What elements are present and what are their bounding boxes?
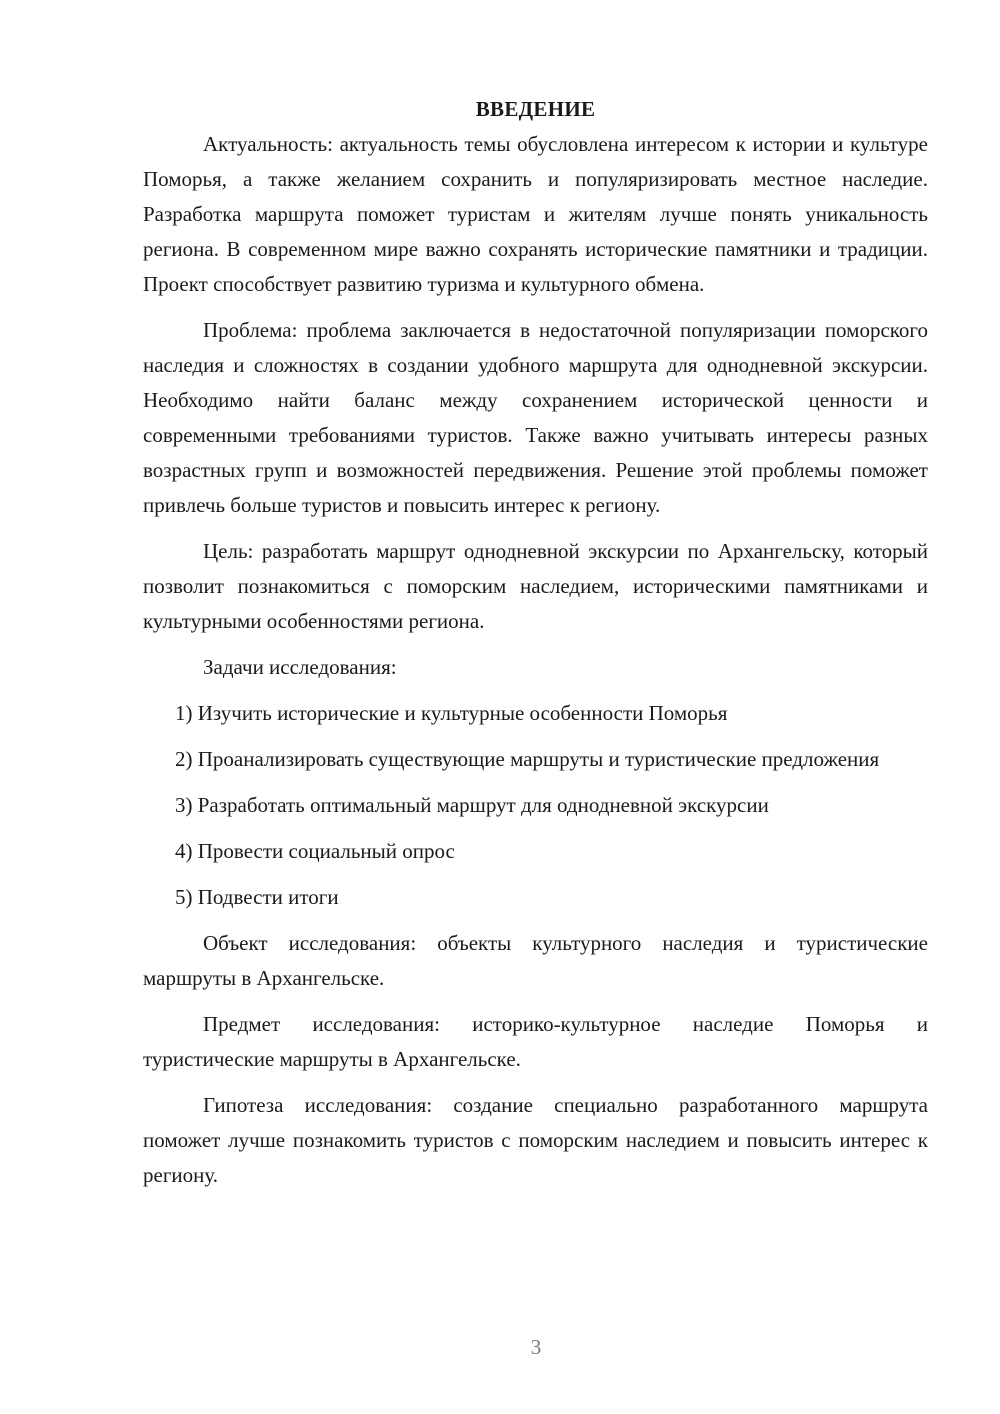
paragraph-spacer bbox=[143, 915, 928, 926]
paragraph-spacer bbox=[143, 1077, 928, 1088]
task-item-3: 3) Разработать оптимальный маршрут для однодневной экскурсии bbox=[175, 793, 769, 817]
goal-paragraph: Цель: разработать маршрут однодневной экскурсии по Архангельску, который позволит познакомиться с поморским наследием, историческими памятниками и культурными особенностями региона. bbox=[143, 539, 928, 633]
task-item-5: 5) Подвести итоги bbox=[175, 885, 339, 909]
paragraph-spacer bbox=[143, 996, 928, 1007]
paragraph-spacer bbox=[143, 869, 928, 880]
page-title: ВВЕДЕНИЕ bbox=[475, 97, 596, 121]
paragraph-spacer bbox=[143, 302, 928, 313]
paragraph-spacer bbox=[143, 777, 928, 788]
paragraph-spacer bbox=[143, 685, 928, 696]
task-item-2: 2) Проанализировать существующие маршруты и туристические предложения bbox=[175, 747, 880, 771]
subject-paragraph: Предмет исследования: историко-культурное наследие Поморья и туристические маршруты в Архангельске. bbox=[143, 1012, 928, 1071]
task-item-4: 4) Провести социальный опрос bbox=[175, 839, 455, 863]
paragraph-spacer bbox=[143, 731, 928, 742]
task-item-1: 1) Изучить исторические и культурные особенности Поморья bbox=[175, 701, 728, 725]
hypothesis-paragraph: Гипотеза исследования: создание специально разработанного маршрута поможет лучше познакомить туристов с поморским наследием и повысить интерес к региону. bbox=[143, 1093, 928, 1187]
relevance-paragraph: Актуальность: актуальность темы обусловлена интересом к истории и культуре Поморья, а также желанием сохранить и популяризировать местное наследие. Разработка маршрута поможет туристам и жителям лучше понять уникальность региона. В современном мире важно сохранять исторические памятники и традиции. Проект способствует развитию туризма и культурного обмена. bbox=[143, 132, 928, 296]
document-page bbox=[143, 92, 928, 1193]
paragraph-spacer bbox=[143, 523, 928, 534]
problem-paragraph: Проблема: проблема заключается в недостаточной популяризации поморского наследия и сложностях в создании удобного маршрута для однодневной экскурсии. Необходимо найти баланс между сохранением исторической ценности и современными требованиями туристов. Также важно учитывать интересы разных возрастных групп и возможностей передвижения. Решение этой проблемы поможет привлечь больше туристов и повысить интерес к региону. bbox=[143, 318, 928, 517]
paragraph-spacer bbox=[143, 823, 928, 834]
page-number: 3 bbox=[530, 1335, 542, 1359]
object-paragraph: Объект исследования: объекты культурного наследия и туристические маршруты в Архангельске. bbox=[143, 931, 928, 990]
paragraph-spacer bbox=[143, 639, 928, 650]
tasks-title: Задачи исследования: bbox=[203, 655, 397, 679]
